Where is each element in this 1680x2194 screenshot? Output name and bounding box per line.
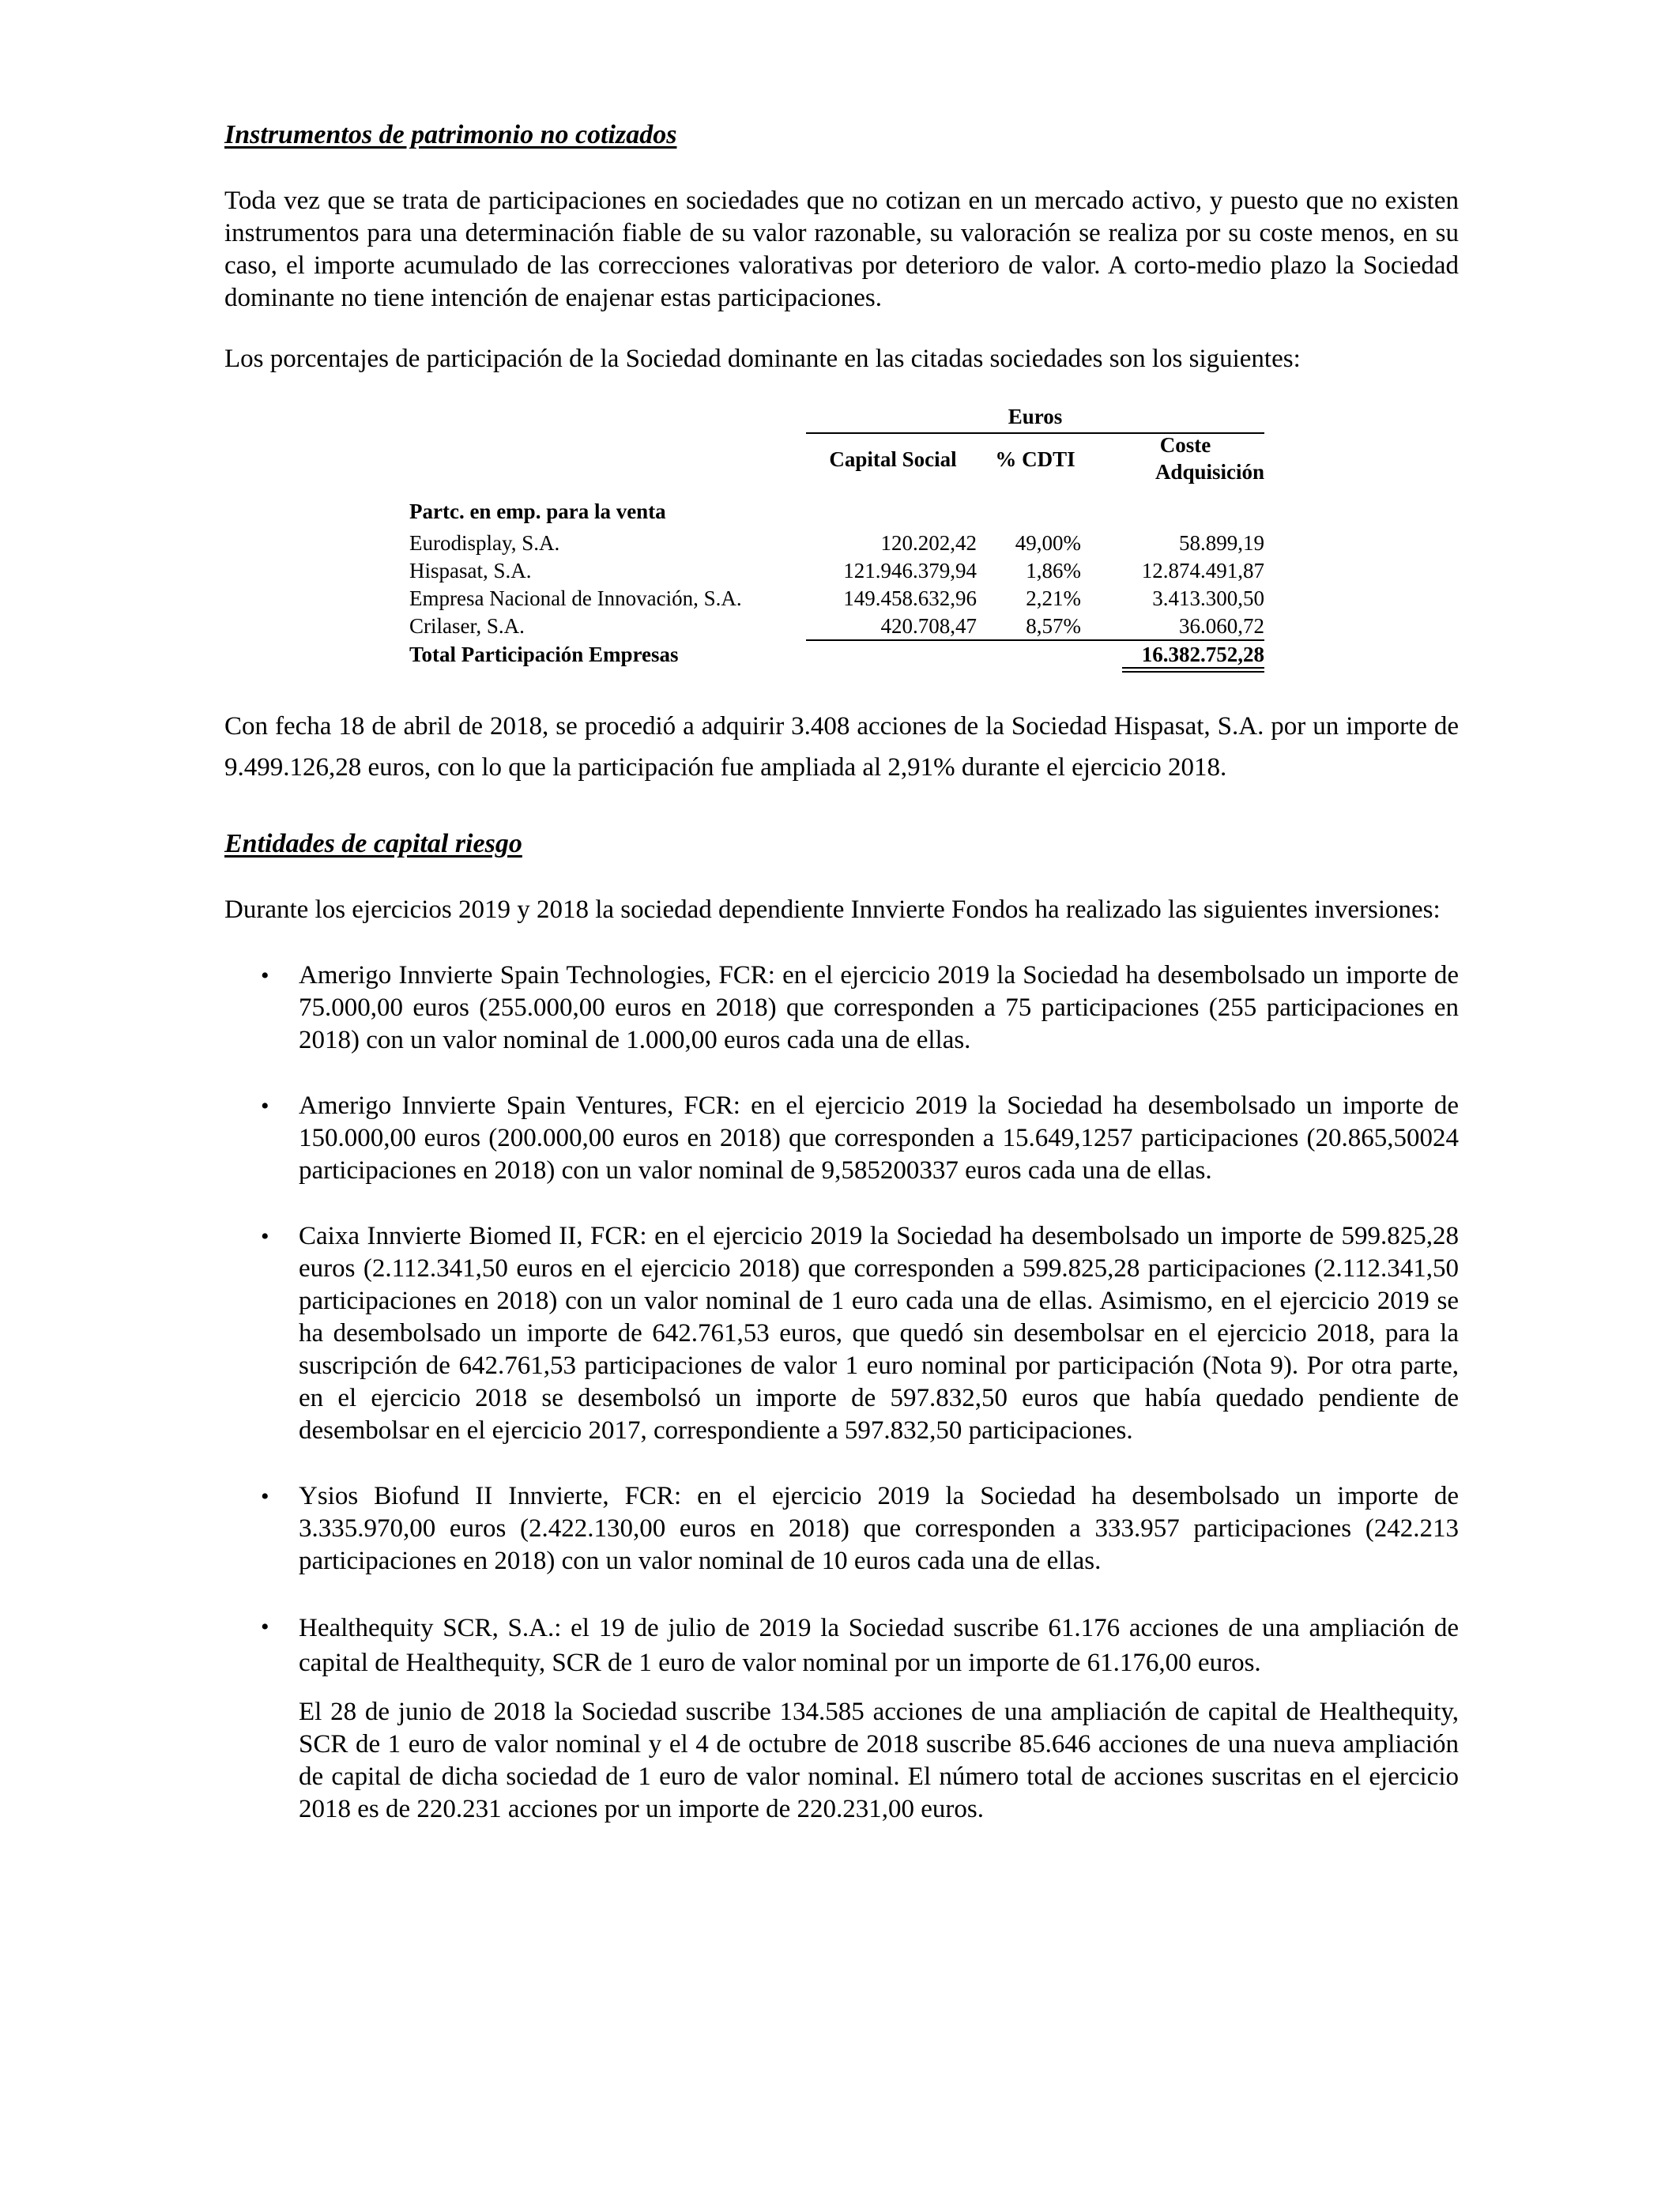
bullet-icon: •: [261, 1483, 269, 1510]
table-row-coste: 58.899,19: [1179, 531, 1264, 555]
list-item: [224, 1090, 1459, 1187]
table-row-capital: 149.458.632,96: [843, 586, 977, 610]
bullet-icon: •: [261, 1223, 269, 1250]
table-row-cdti: 49,00%: [1015, 531, 1081, 555]
paragraph-valoracion: Toda vez que se trata de participaciones en sociedades que no cotizan en un mercado activo, y puesto que no existen instrumentos para una determinación fiable de su valor razonable, su valoración se realiza por su coste menos, en su caso, el importe acumulado de las correcciones valorativas por deterioro de valor. A corto-medio plazo la Sociedad dominante no tiene intención de enajenar estas participaciones.: [224, 187, 1459, 312]
list-item-text: Ysios Biofund II Innvierte, FCR: en el ejercicio 2019 la Sociedad ha desembolsado un importe de 3.335.970,00 euros (2.422.130,00 euros en 2018) que corresponden a 333.957 participaciones (242.213 participaciones en 2018) con un valor nominal de 10 euros cada una de ellas.: [299, 1482, 1459, 1575]
table-row-cdti: 1,86%: [1026, 559, 1081, 582]
paragraph-hispasat: Con fecha 18 de abril de 2018, se procedió a adquirir 3.408 acciones de la Sociedad Hispasat, S.A. por un importe de 9.499.126,28 euros, con lo que la participación fue ampliada al 2,91% durante el ejercicio 2018.: [224, 712, 1459, 782]
section-heading-instrumentos: Instrumentos de patrimonio no cotizados: [224, 120, 677, 149]
paragraph-inversiones-intro: Durante los ejercicios 2019 y 2018 la sociedad dependiente Innvierte Fondos ha realizado las siguientes inversiones:: [224, 895, 1441, 924]
table-row-cdti: 2,21%: [1026, 586, 1081, 610]
list-item: [224, 1480, 1459, 1578]
section-heading-capital-riesgo: Entidades de capital riesgo: [224, 829, 522, 858]
table-row-coste: 12.874.491,87: [1141, 559, 1264, 582]
table-row-name: Hispasat, S.A.: [409, 559, 532, 582]
table-section-label: Partc. en emp. para la venta: [409, 499, 666, 523]
table-col-coste-2: Adquisición: [1155, 460, 1264, 484]
table-row-capital: 120.202,42: [880, 531, 977, 555]
document-page: [224, 119, 1459, 1826]
table-row-name: Empresa Nacional de Innovación, S.A.: [409, 586, 742, 610]
bullet-icon: •: [261, 963, 269, 989]
table-row-coste: 36.060,72: [1179, 614, 1264, 638]
table-col-cdti: % CDTI: [995, 447, 1075, 471]
list-item-closing-text: El 28 de junio de 2018 la Sociedad suscribe 134.585 acciones de una ampliación de capital de Healthequity, SCR de 1 euro de valor nominal y el 4 de octubre de 2018 suscribe 85.646 acciones de una nueva ampliación de capital de dicha sociedad de 1 euro de valor nominal. El número total de acciones suscritas en el ejercicio 2018 es de 220.231 acciones por un importe de 220.231,00 euros.: [299, 1698, 1459, 1823]
table-row-capital: 420.708,47: [880, 614, 977, 638]
list-item: [224, 1611, 1459, 1826]
list-item-text: Healthequity SCR, S.A.: el 19 de julio de 2019 la Sociedad suscribe 61.176 acciones de una ampliación de capital de Healthequity, SCR de 1 euro de valor nominal por un importe de 61.176,00 euros.: [299, 1614, 1459, 1677]
table-row-capital: 121.946.379,94: [843, 559, 977, 582]
table-row-name: Eurodisplay, S.A.: [409, 531, 560, 555]
table-total-label: Total Participación Empresas: [409, 643, 679, 666]
investments-list: [224, 959, 1459, 1826]
list-item: [224, 1220, 1459, 1447]
list-item: [224, 959, 1459, 1057]
table-col-coste-1: Coste: [1159, 433, 1211, 457]
table-total-rule-2: [1122, 671, 1264, 673]
table-total-value: 16.382.752,28: [1141, 643, 1264, 666]
bullet-icon: •: [261, 1614, 269, 1640]
bullet-icon: •: [261, 1093, 269, 1119]
table-rows-rule: [806, 639, 1264, 641]
table-row-name: Crilaser, S.A.: [409, 614, 525, 638]
table-row-cdti: 8,57%: [1026, 614, 1081, 638]
participaciones-table: [224, 398, 1459, 666]
paragraph-porcentajes: Los porcentajes de participación de la Sociedad dominante en las citadas sociedades son los siguientes:: [224, 345, 1301, 373]
table-col-capital: Capital Social: [829, 447, 957, 471]
list-item-text: Amerigo Innvierte Spain Technologies, FCR: en el ejercicio 2019 la Sociedad ha desembolsado un importe de 75.000,00 euros (255.000,00 euros en 2018) que corresponden a 75 participaciones (255 participaciones en 2018) con un valor nominal de 1.000,00 euros cada una de ellas.: [299, 961, 1459, 1054]
table-total-rule-1: [1122, 667, 1264, 669]
table-row-coste: 3.413.300,50: [1152, 586, 1264, 610]
list-item-text: Caixa Innvierte Biomed II, FCR: en el ejercicio 2019 la Sociedad ha desembolsado un importe de 599.825,28 euros (2.112.341,50 euros en el ejercicio 2018) que corresponden a 599.825,28 participaciones (2.112.341,50 participaciones en 2018) con un valor nominal de 1 euro cada una de ellas. Asimismo, en el ejercicio 2019 se ha desembolsado un importe de 642.761,53 euros, que quedó sin desembolsar en el ejercicio 2018, para la suscripción de 642.761,53 participaciones de valor 1 euro nominal por participación (Nota 9). Por otra parte, en el ejercicio 2018 se desembolsó un importe de 597.832,50 euros que había quedado pendiente de desembolsar en el ejercicio 2017, correspondiente a 597.832,50 participaciones.: [299, 1222, 1459, 1445]
list-item-text: Amerigo Innvierte Spain Ventures, FCR: en el ejercicio 2019 la Sociedad ha desembolsado un importe de 150.000,00 euros (200.000,00 euros en 2018) que corresponden a 15.649,1257 participaciones (20.865,50024 participaciones en 2018) con un valor nominal de 9,585200337 euros cada una de ellas.: [299, 1091, 1459, 1185]
table-group-header: Euros: [1008, 405, 1063, 428]
